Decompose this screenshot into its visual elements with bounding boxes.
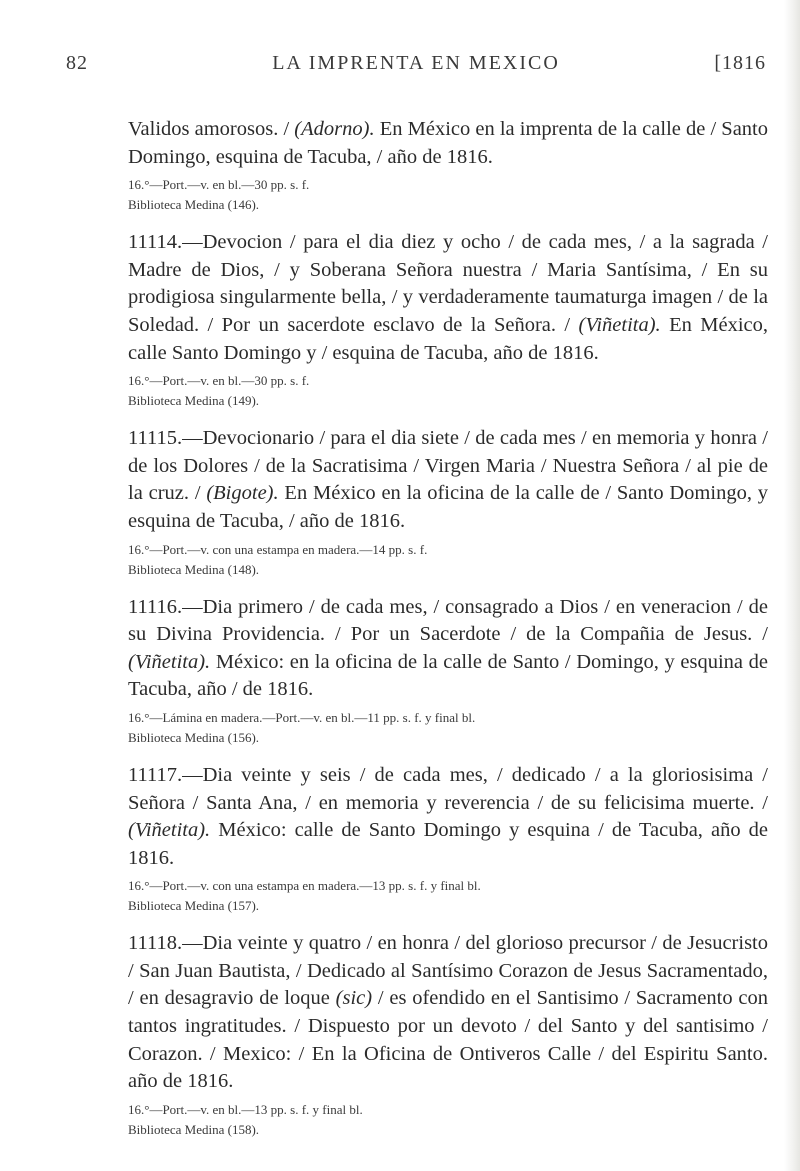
- entry-library: Biblioteca Medina (156).: [128, 729, 260, 745]
- entry-collation: 16.°—Port.—v. en bl.—13 pp. s. f. y final bl.: [128, 1101, 363, 1117]
- running-title: LA IMPRENTA EN MEXICO: [272, 52, 560, 74]
- bibliographic-entry: [128, 930, 768, 1140]
- entry-text: 11117.—Dia veinte y seis / de cada mes, / dedicado / a la gloriosisima / Señora / Santa Ana, / en memoria y reverencia / de su felicisima muerte. / (Viñetita). México: calle de Santo Domingo y esquina / de Tacuba, año de 1816.: [128, 763, 768, 869]
- entry-collation: 16.°—Port.—v. en bl.—30 pp. s. f.: [128, 177, 310, 193]
- running-header: [66, 52, 766, 82]
- bibliographic-entry: [128, 425, 768, 579]
- entry-library: Biblioteca Medina (158).: [128, 1121, 260, 1137]
- entry-text: Validos amorosos. / (Adorno). En México en la imprenta de la calle de / Santo Domingo, esquina de Tacuba, / año de 1816.: [128, 118, 768, 168]
- entry-text: 11115.—Devocionario / para el dia siete / de cada mes / en memoria y honra / de los Dolores / de la Sacratisima / Virgen Maria / Nuestra Señora / al pie de la cruz. / (Bigote). En México en la oficina de la calle de / Santo Domingo, y esquina de Tacuba, / año de 1816.: [128, 427, 769, 532]
- entries-column: [128, 116, 768, 1154]
- entry-text: 11118.—Dia veinte y quatro / en honra / del glorioso precursor / de Jesucristo / San Juan Bautista, / Dedicado al Santísimo Corazon de Jesus Sacramentado, / en desagravio de loque (sic) / es ofendido en el Santisimo / Sacramento con tantos ingratitudes. / Dispuesto por un devoto / del Santo y del santisimo / Corazon. / Mexico: / En la Oficina de Ontiveros Calle / del Espiritu Santo. año de 1816.: [128, 932, 769, 1093]
- entry-collation: 16.°—Port.—v. en bl.—30 pp. s. f.: [128, 373, 310, 389]
- entry-text: 11114.—Devocion / para el dia diez y ocho / de cada mes, / a la sagrada / Madre de Dios, / y Soberana Señora nuestra / Maria Santísima, / En su prodigiosa singularmente bella, / y verdaderamente taumaturga imagen / de la Soledad. / Por un sacerdote esclavo de la Señora. / (Viñetita). En México, calle Santo Domingo y / esquina de Tacuba, año de 1816.: [128, 231, 768, 364]
- bibliographic-entry: [128, 229, 768, 411]
- bibliographic-entry: [128, 116, 768, 215]
- entry-text: 11116.—Dia primero / de cada mes, / consagrado a Dios / en veneracion / de su Divina Providencia. / Por un Sacerdote / de la Compañia de Jesus. / (Viñetita). México: en la oficina de la calle de Santo / Domingo, y esquina de Tacuba, año / de 1816.: [128, 595, 768, 701]
- entry-library: Biblioteca Medina (148).: [128, 561, 260, 577]
- page-number: 82: [66, 52, 88, 74]
- entry-library: Biblioteca Medina (149).: [128, 393, 260, 409]
- entry-collation: 16.°—Port.—v. con una estampa en madera.—14 pp. s. f.: [128, 541, 428, 557]
- entry-collation: 16.°—Lámina en madera.—Port.—v. en bl.—11 pp. s. f. y final bl.: [128, 709, 476, 725]
- bibliographic-entry: [128, 762, 768, 916]
- header-year: [1816: [714, 52, 766, 74]
- entry-library: Biblioteca Medina (157).: [128, 898, 260, 914]
- bibliographic-entry: [128, 594, 768, 748]
- entry-library: Biblioteca Medina (146).: [128, 197, 260, 213]
- entry-collation: 16.°—Port.—v. con una estampa en madera.—13 pp. s. f. y final bl.: [128, 878, 481, 894]
- page-edge-shadow: [784, 0, 800, 1171]
